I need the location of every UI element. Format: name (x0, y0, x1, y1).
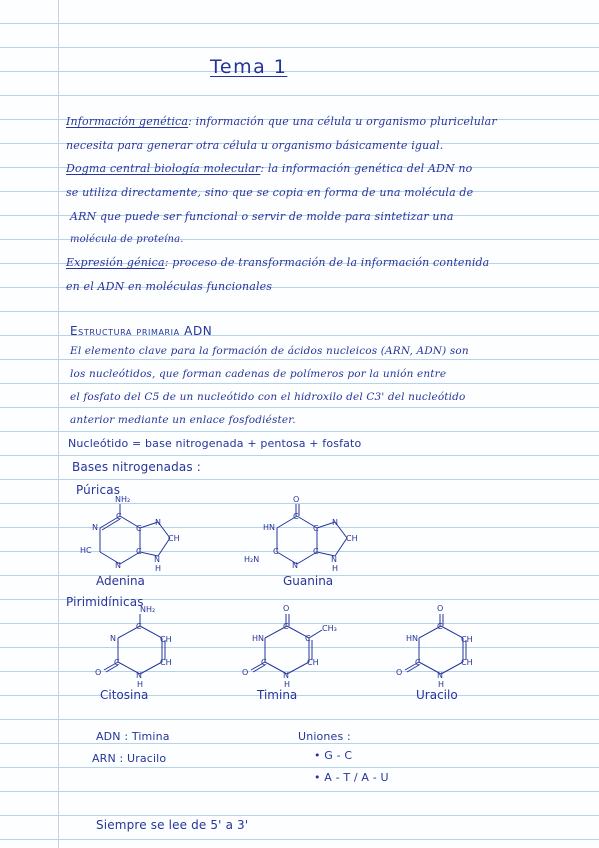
adenina-n3: N (115, 561, 121, 570)
timina-o4: O (283, 604, 290, 613)
info-line-2: necesita para generar otra célula u organismo básicamente igual. (66, 139, 444, 152)
citosina-c2: C (114, 658, 120, 667)
dogma-term: Dogma central biología molecular (66, 162, 261, 175)
uracilo-o2: O (396, 668, 403, 677)
info-text-1: : información que una célula u organismo pluricelular (188, 115, 497, 128)
nucleotido-formula: Nucleótido = base nitrogenada + pentosa + fosfato (68, 437, 362, 450)
dogma-line-2: se utiliza directamente, sino que se copia en forma de una molécula de (66, 186, 474, 199)
uracilo-h1: H (438, 680, 445, 689)
uracilo-label: Uracilo (416, 688, 458, 702)
adenina-c6: C (116, 512, 122, 521)
dogma-text-1: : la información genética del ADN no (260, 162, 473, 175)
adenina-c5: C (136, 524, 142, 533)
citosina-n3: N (110, 634, 116, 643)
guanina-n7: N (332, 518, 338, 527)
union-gc: • G - C (314, 749, 353, 762)
uracilo-o4: O (437, 604, 444, 613)
adenina-n1: N (92, 523, 98, 532)
guanina-c6: C (293, 512, 299, 521)
expr-text-1: : proceso de transformación de la información contenida (164, 256, 490, 269)
bases-heading: Bases nitrogenadas : (72, 460, 201, 474)
timina-c6: CH (307, 658, 319, 667)
adenina-nh2: NH₂ (115, 495, 131, 504)
timina-n1: N (283, 671, 289, 680)
estructura-line-1: El elemento clave para la formación de ácidos nucleicos (ARN, ADN) son (70, 345, 469, 357)
adenina-c8: CH (168, 534, 180, 543)
guanina-h9: H (332, 564, 339, 573)
guanina-c4: C (313, 547, 319, 556)
guanina-n9: N (331, 555, 337, 564)
dogma-line-4: molécula de proteína. (70, 234, 184, 245)
guanina-c2: C (273, 547, 279, 556)
citosina-c6: CH (160, 658, 172, 667)
union-at-au: • A - T / A - U (314, 771, 389, 784)
timina-n3: HN (252, 634, 264, 643)
uniones-heading: Uniones : (298, 730, 351, 743)
adenina-label: Adenina (96, 574, 145, 588)
estructura-line-3: el fosfato del C5 de un nucleótido con el hidroxilo del C3' del nucleótido (70, 391, 466, 403)
estructura-heading: Estructura primaria ADN (70, 324, 213, 338)
timina-label: Timina (257, 688, 298, 702)
citosina-o: O (95, 668, 102, 677)
citosina-c5: CH (160, 635, 172, 644)
uracilo-c6: CH (461, 658, 473, 667)
uracilo-c5: CH (461, 635, 473, 644)
uracilo-c2: C (415, 658, 421, 667)
citosina-c4: C (136, 622, 142, 631)
adenina-n9: N (154, 555, 160, 564)
page-title: Tema 1 (210, 56, 288, 78)
info-term: Información genética (66, 115, 189, 128)
note-adn: ADN : Timina (96, 730, 170, 743)
siempre-note: Siempre se lee de 5' a 3' (96, 818, 249, 832)
timina-c4: C (283, 622, 289, 631)
guanina-label: Guanina (283, 574, 334, 588)
citosina-n1: N (136, 671, 142, 680)
expr-term: Expresión génica (66, 256, 165, 269)
guanina-nh2: H₂N (244, 555, 260, 564)
timina-c2: C (261, 658, 267, 667)
expr-line-2: en el ADN en moléculas funcionales (66, 280, 273, 293)
uracilo-n1: N (437, 671, 443, 680)
timina-ch3: CH₃ (322, 624, 337, 633)
citosina-h1: H (137, 680, 144, 689)
guanina-c5: C (313, 524, 319, 533)
estructura-line-2: los nucleótidos, que forman cadenas de polímeros por la unión entre (70, 368, 447, 380)
citosina-nh2: NH₂ (140, 605, 156, 614)
adenina-h9: H (155, 564, 162, 573)
guanina-o: O (293, 495, 300, 504)
timina-c5: C (305, 634, 311, 643)
uracilo-n3: HN (406, 634, 418, 643)
uracilo-c4: C (437, 622, 443, 631)
dogma-line-3: ARN que puede ser funcional o servir de molde para sintetizar una (70, 210, 454, 223)
guanina-c8: CH (346, 534, 358, 543)
adenina-c2: HC (80, 546, 92, 555)
pirimidinicas-label: Pirimidínicas (66, 595, 144, 609)
note-arn: ARN : Uracilo (92, 752, 167, 765)
adenina-n7: N (155, 518, 161, 527)
citosina-label: Citosina (100, 688, 149, 702)
adenina-c4: C (136, 547, 142, 556)
guanina-n1: HN (263, 523, 275, 532)
timina-o2: O (242, 668, 249, 677)
puricas-label: Púricas (76, 483, 121, 497)
estructura-line-4: anterior mediante un enlace fosfodiéster. (70, 414, 296, 426)
timina-h1: H (284, 680, 291, 689)
guanina-n3: N (292, 561, 298, 570)
